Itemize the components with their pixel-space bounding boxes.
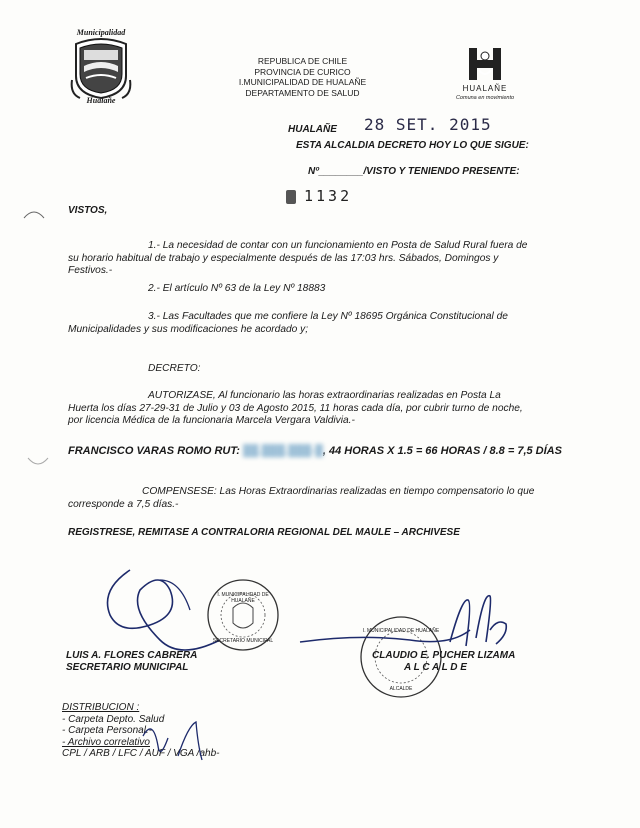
- distribution-item: - Carpeta Personal.-: [62, 725, 153, 736]
- registrese-line: REGISTRESE, REMITASE A CONTRALORIA REGIONAL DEL MAULE – ARCHIVESE: [68, 527, 460, 538]
- brand-tagline: Comuna en movimiento: [455, 95, 515, 101]
- hualane-brand-logo: [446, 46, 524, 106]
- letterhead-line-4: DEPARTAMENTO DE SALUD: [245, 87, 360, 98]
- decreto-text: [68, 390, 590, 428]
- number-prefix: Nº: [308, 166, 319, 177]
- vistos-item-1: [68, 240, 590, 278]
- mayor-role: A L C A L D E: [404, 662, 467, 673]
- intro-line: ESTA ALCALDIA DECRETO HOY LO QUE SIGUE:: [296, 140, 529, 151]
- seal-bottom-text: SECRETARIO MUNICIPAL: [212, 638, 274, 644]
- letterhead: [200, 56, 405, 98]
- seal-top-text: I. MUNICIPALIDAD DE HUALAÑE: [362, 628, 440, 634]
- hualane-h-icon: [465, 46, 505, 82]
- punch-hole-mark-icon: [22, 206, 46, 220]
- letterhead-line-3: I.MUNICIPALIDAD DE HUALAÑE: [238, 77, 367, 87]
- decree-number-line: [308, 166, 520, 177]
- secretary-name: LUIS A. FLORES CABRERA: [66, 650, 198, 661]
- crest-bottom-text: Hualañe: [86, 96, 116, 105]
- secretary-role: SECRETARIO MUNICIPAL: [66, 662, 189, 673]
- vistos-item-3-line-1: 3.- Las Facultades que me confiere la Ley Nº 18695 Orgánica Constitucional de: [148, 311, 508, 322]
- secretary-block: [66, 650, 197, 674]
- employee-hours-calculation: , 44 HORAS X 1.5 = 66 HORAS / 8.8 = 7,5 DÍAS: [322, 445, 562, 457]
- punch-hole-mark-icon: [26, 456, 50, 470]
- vistos-item-3-line-2: Municipalidades y sus modificaciones he acordado y;: [68, 323, 309, 335]
- compensese-text: [68, 486, 590, 511]
- letterhead-line-1: REPUBLICA DE CHILE: [257, 56, 348, 66]
- decreto-line-2: Huerta los días 27-29-31 de Julio y 03 de Agosto 2015, 11 horas cada día, por cubrir turno de noche,: [68, 402, 523, 414]
- distribution-initials: CPL / ARB / LFC / AUF / VGA /ahb-: [62, 748, 220, 759]
- place-label: HUALAÑE: [288, 124, 337, 135]
- decreto-line-1: AUTORIZASE, Al funcionario las horas extraordinarias realizadas en Posta La: [148, 390, 501, 401]
- employee-line: [68, 445, 562, 457]
- vistos-item-2: 2.- El artículo Nº 63 de la Ley Nº 18883: [148, 283, 326, 294]
- letterhead-line-2: PROVINCIA DE CURICO: [254, 66, 351, 77]
- seal-top-text: I. MUNICIPALIDAD DE HUALAÑE: [217, 592, 269, 604]
- decreto-title: DECRETO:: [148, 363, 201, 374]
- vistos-item-1-line-2: su horario habitual de trabajo y especialmente después de las 17:03 hrs. Sábados, Domingos y: [68, 252, 499, 264]
- distribution-item: - Archivo correlativo: [62, 736, 150, 748]
- compensese-line-2: corresponde a 7,5 días.-: [68, 498, 179, 510]
- decree-number: 1132: [304, 187, 353, 205]
- municipal-crest-logo: [70, 28, 132, 108]
- compensese-line-1: COMPENSESE: Las Horas Extraordinarias realizadas en tiempo compensatorio lo que: [142, 486, 535, 497]
- employee-label: FRANCISCO VARAS ROMO RUT:: [68, 445, 240, 457]
- vistos-item-1-line-3: Festivos.-: [68, 265, 113, 276]
- mayor-block: [372, 650, 515, 674]
- employee-rut-redacted: ██.███.███-█: [242, 445, 323, 457]
- distribution-item: - Carpeta Depto. Salud: [62, 713, 165, 725]
- vistos-item-1-line-1: 1.- La necesidad de contar con un funcionamiento en Posta de Salud Rural fuera de: [148, 240, 528, 251]
- seal-bottom-text: ALCALDE: [389, 686, 413, 692]
- secretary-seal: [206, 578, 280, 652]
- initials-scribble-icon: [138, 716, 218, 766]
- distribution-title: DISTRIBUCION :: [62, 702, 140, 713]
- vistos-title: VISTOS,: [68, 205, 108, 216]
- brand-name: HUALAÑE: [462, 84, 508, 93]
- date-stamp: 28 SET. 2015: [364, 115, 492, 134]
- number-suffix: /VISTO Y TENIENDO PRESENTE:: [363, 166, 520, 177]
- crest-top-text: Municipalidad: [76, 28, 126, 37]
- number-stamp-mark: [286, 190, 296, 204]
- vistos-item-3: [68, 311, 590, 336]
- number-blank: ________: [318, 166, 364, 177]
- mayor-name: CLAUDIO E. PUCHER LIZAMA: [372, 650, 516, 661]
- decreto-line-3: por licencia Médica de la funcionaria Marcela Vergara Valdivia.-: [68, 415, 355, 426]
